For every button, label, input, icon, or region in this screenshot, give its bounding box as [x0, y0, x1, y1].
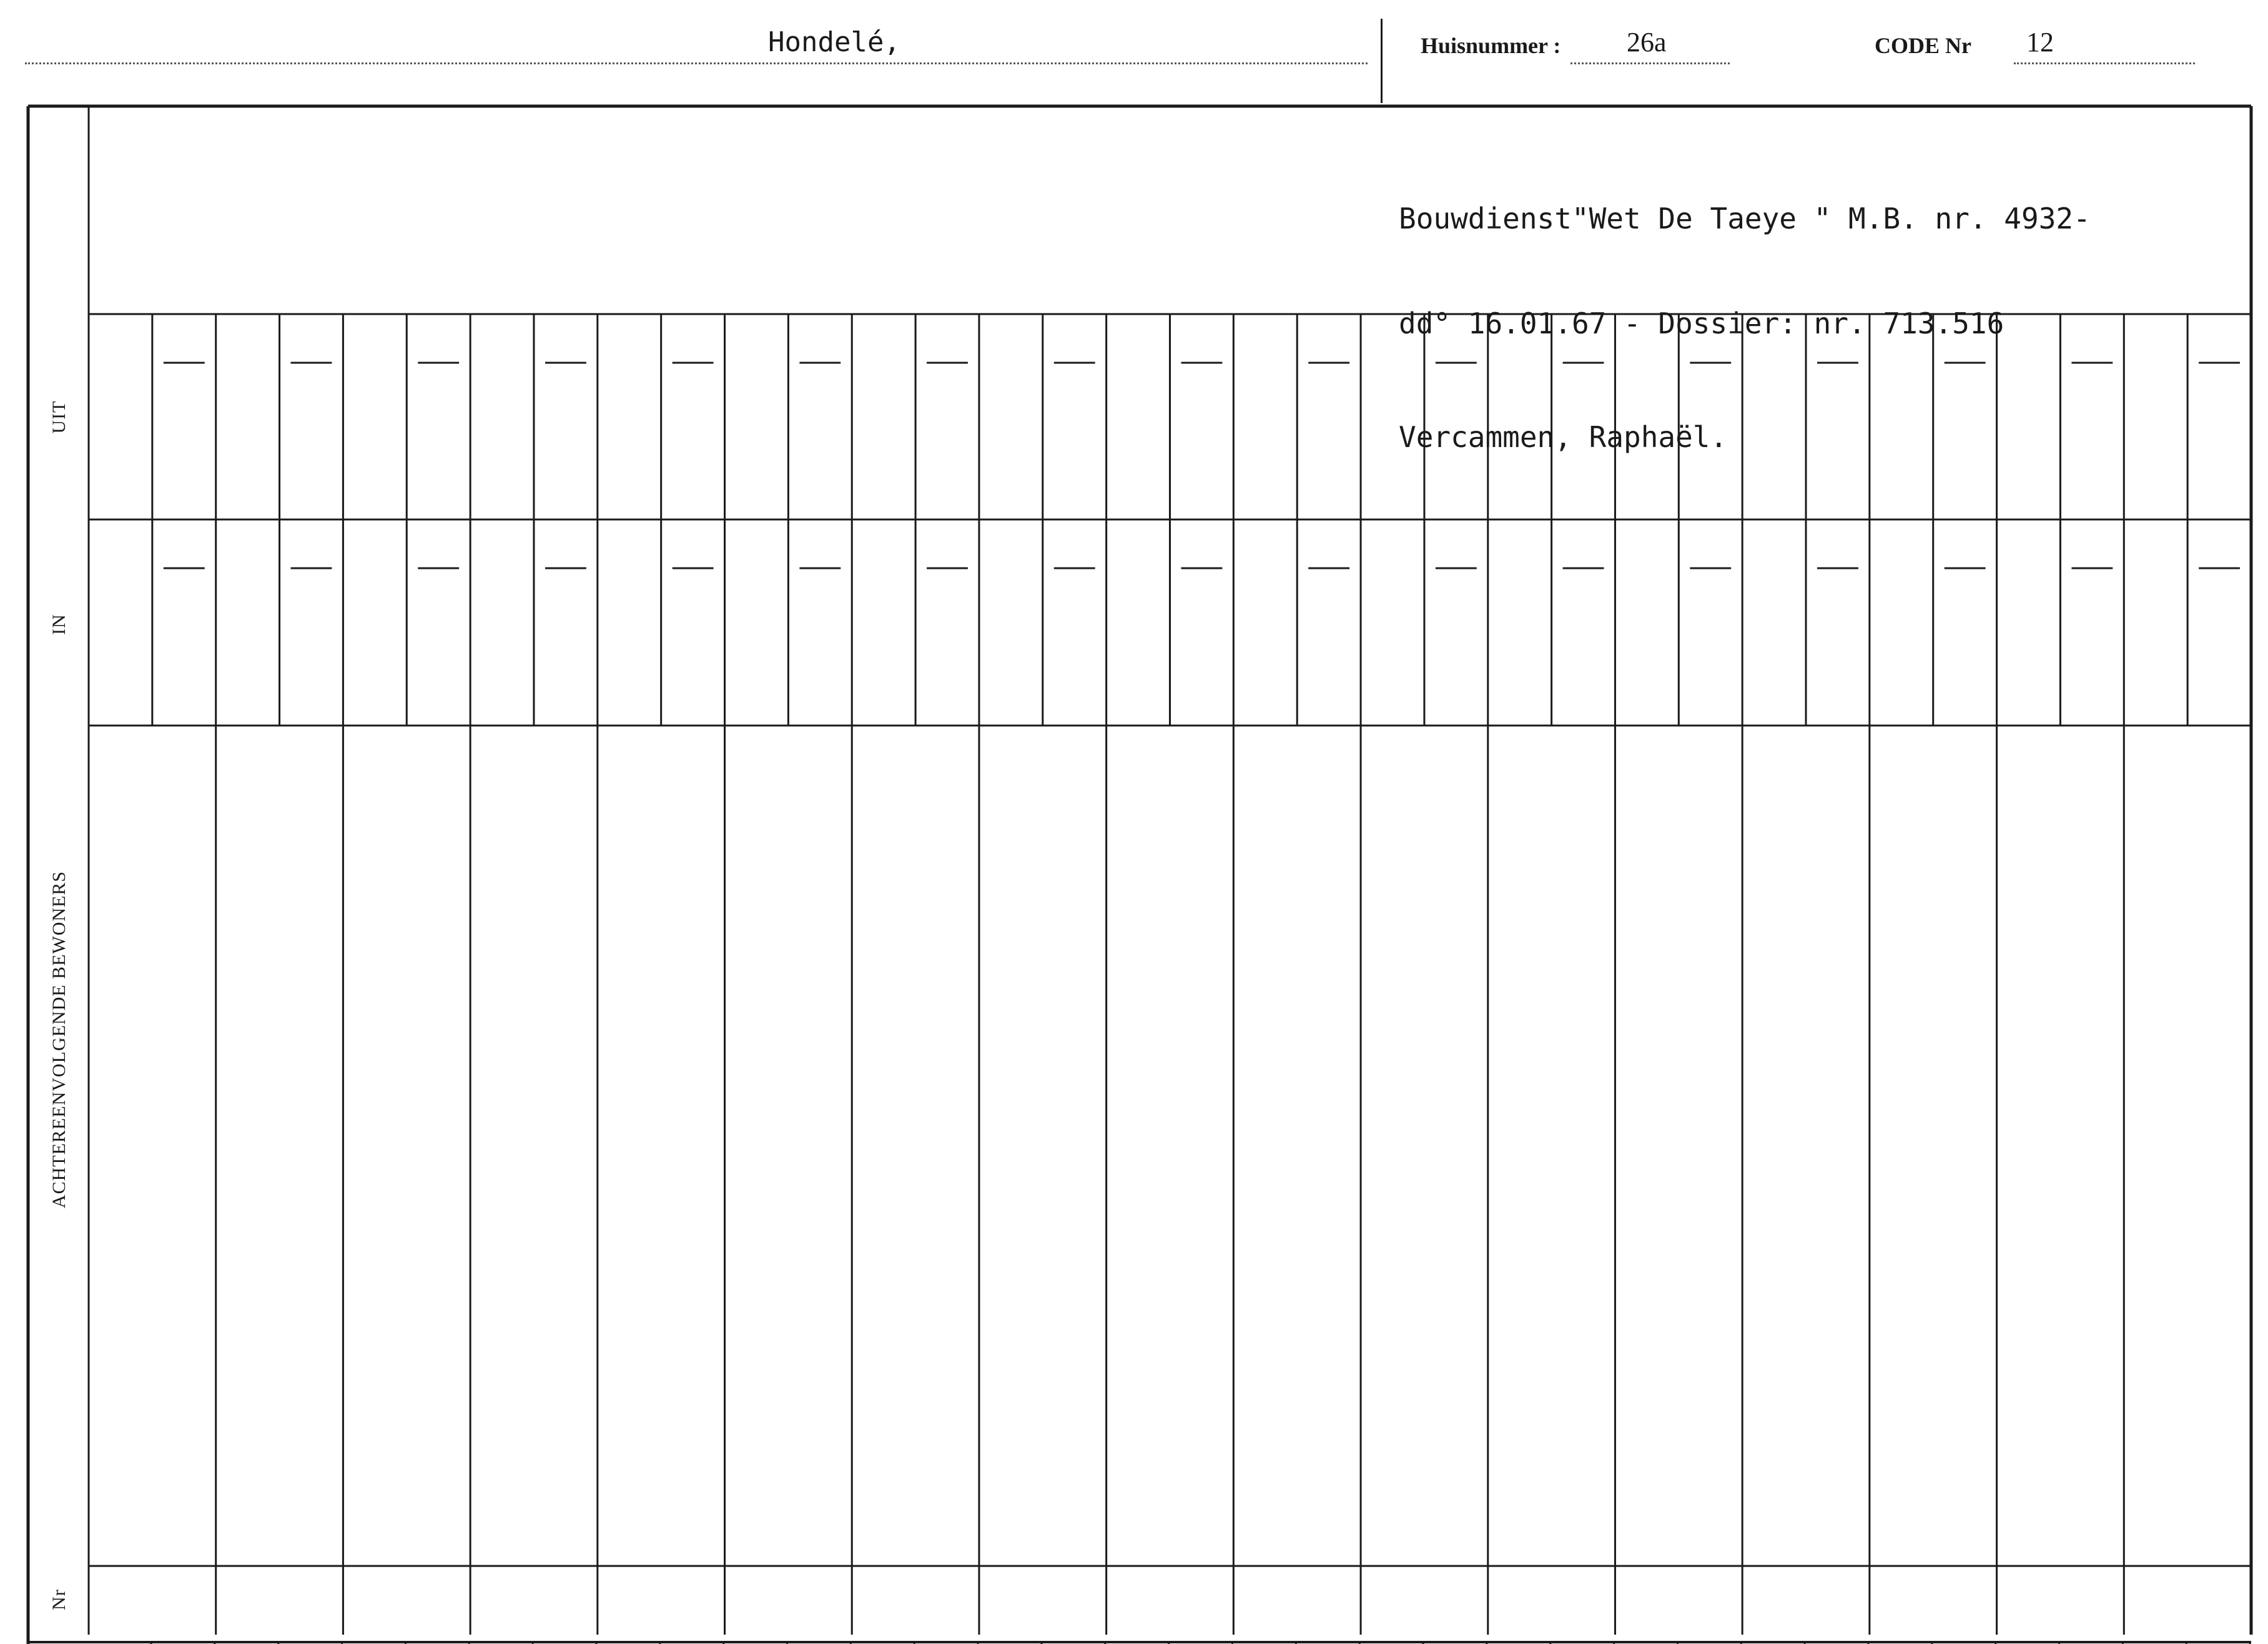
street-name: Hondelé,: [768, 26, 900, 58]
row-label-in: IN: [49, 614, 69, 635]
house-number-value: 26a: [1627, 27, 1667, 57]
house-number-label: Huisnummer :: [1421, 33, 1561, 58]
note-line-3: Vercammen, Raphaël.: [1399, 420, 1728, 454]
code-value: 12: [2026, 27, 2054, 57]
row-label-residents: ACHTEREENVOLGENDE BEWONERS: [49, 870, 69, 1209]
grid-frame: [28, 106, 2251, 1644]
code-label: CODE Nr: [1875, 33, 1971, 58]
note-line-1: Bouwdienst"Wet De Taeye " M.B. nr. 4932-: [1399, 202, 2091, 235]
row-label-uit: UIT: [49, 400, 69, 434]
row-label-nr: Nr: [49, 1589, 69, 1610]
grid-columns: [151, 314, 2250, 1644]
note-line-2: dd° 16.01.67 - Dossier: nr. 713.516: [1399, 307, 2004, 340]
